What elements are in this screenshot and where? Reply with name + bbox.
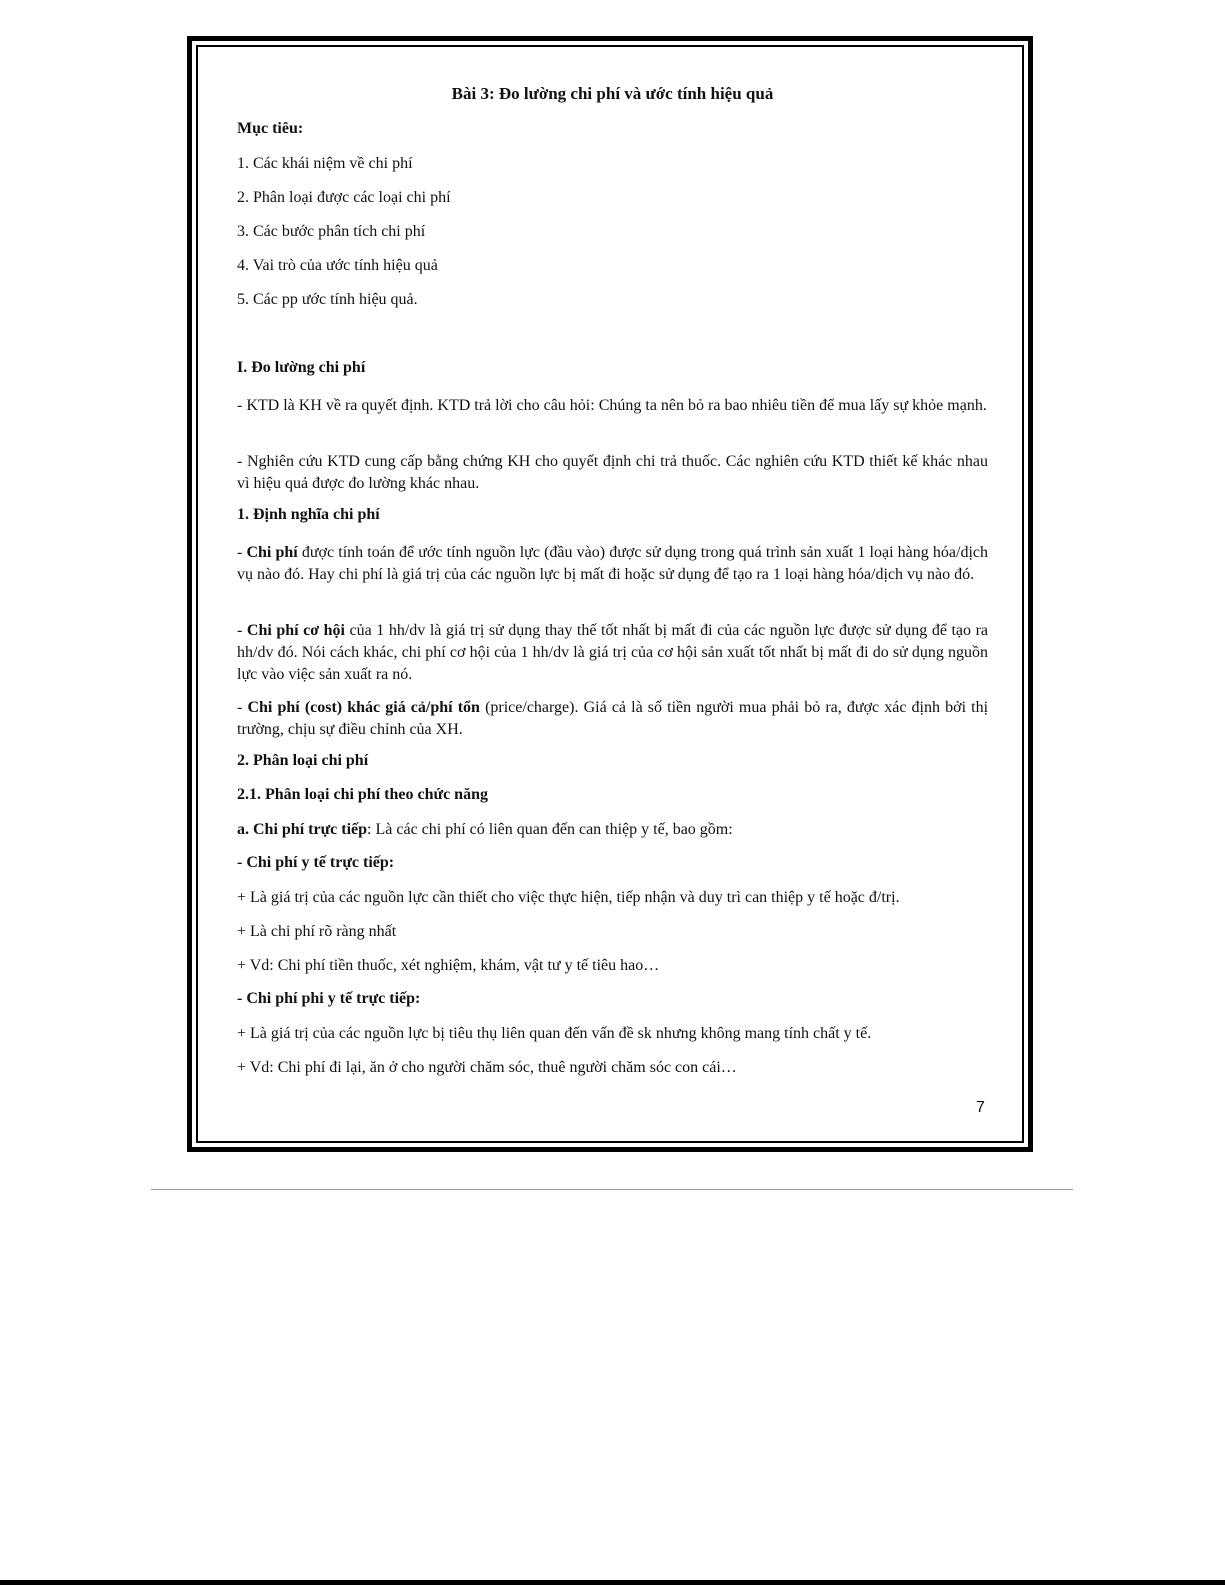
bottom-edge [0, 1580, 1225, 1585]
classification-subheading: 2.1. Phân loại chi phí theo chức năng [237, 786, 488, 803]
cost-vs-price-paragraph [237, 697, 988, 741]
paragraph: - Nghiên cứu KTD cung cấp bằng chứng KH cho quyết định chi trả thuốc. Các nghiên cứu KTD thiết kế khác nhau vì hiệu quả được đo lường khác nhau. [237, 453, 988, 492]
classification-heading: 2. Phân loại chi phí [237, 752, 369, 769]
list-item: + Vd: Chi phí đi lại, ăn ở cho người chăm sóc, thuê người chăm sóc con cái… [237, 1059, 737, 1076]
term-bold: Chi phí cơ hội [246, 622, 345, 639]
bullet-dash: - [237, 699, 248, 716]
page-border-inner [196, 45, 1024, 1143]
objective-item: 4. Vai trò của ước tính hiệu quả [237, 257, 438, 274]
definition-paragraph [237, 542, 988, 586]
direct-cost-line [237, 819, 988, 841]
objective-item: 2. Phân loại được các loại chi phí [237, 189, 451, 206]
term-bold: Chi phí (cost) khác giá cả/phí tổn [247, 699, 480, 716]
term-definition: của 1 hh/dv là giá trị sử dụng thay thế tốt nhất bị mất đi của các nguồn lực được sử dụng để tạo ra hh/dv đó. Nói cách khác, chi phí cơ hội của 1 hh/dv là giá trị của cơ hội sản xuất tốt nhất bị mất đi do sử dụng nguồn lực vào việc sản xuất ra nó. [237, 622, 989, 683]
term-bold: Chi phí [246, 544, 298, 561]
term-definition: : Là các chi phí có liên quan đến can thiệp y tế, bao gồm: [367, 821, 733, 838]
paragraph: - KTD là KH về ra quyết định. KTD trả lời cho câu hỏi: Chúng ta nên bỏ ra bao nhiêu tiền để mua lấy sự khỏe mạnh. [237, 397, 987, 414]
objective-item: 5. Các pp ước tính hiệu quả. [237, 291, 418, 308]
list-item: + Là chi phí rõ ràng nhất [237, 923, 397, 940]
page-number: 7 [976, 1099, 985, 1116]
list-item: + Là giá trị của các nguồn lực bị tiêu thụ liên quan đến vấn đề sk nhưng không mang tính chất y tế. [237, 1025, 872, 1042]
document-title: Bài 3: Đo lường chi phí và ước tính hiệu quả [451, 84, 774, 103]
medical-cost-heading: - Chi phí y tế trực tiếp: [237, 854, 395, 871]
opportunity-cost-paragraph [237, 620, 988, 686]
term-definition: được tính toán để ước tính nguồn lực (đầu vào) được sử dụng trong quá trình sản xuất 1 loại hàng hóa/dịch vụ nào đó. Hay chi phí là giá trị của các nguồn lực bị mất đi hoặc sử dụng để tạo ra 1 loại hàng hóa/dịch vụ nào đó. [237, 544, 989, 583]
list-item: + Là giá trị của các nguồn lực cần thiết cho việc thực hiện, tiếp nhận và duy trì can thiệp y tế hoặc đ/trị. [237, 889, 900, 906]
term-definition: (price/charge). Giá cả là số tiền người mua phải bỏ ra, được xác định bởi thị trường, chịu sự điều chỉnh của XH. [237, 699, 989, 738]
objective-item: 3. Các bước phân tích chi phí [237, 223, 426, 240]
nonmedical-cost-heading: - Chi phí phi y tế trực tiếp: [237, 990, 421, 1007]
objective-item: 1. Các khái niệm về chi phí [237, 155, 413, 172]
term-bold: a. Chi phí trực tiếp [237, 821, 368, 838]
section-heading: I. Đo lường chi phí [237, 359, 366, 376]
objectives-heading: Mục tiêu: [237, 120, 304, 137]
list-item: + Vd: Chi phí tiền thuốc, xét nghiệm, khám, vật tư y tế tiêu hao… [237, 957, 660, 974]
definition-heading: 1. Định nghĩa chi phí [237, 506, 380, 523]
bullet-dash: - [237, 622, 247, 639]
bullet-dash: - [237, 544, 247, 561]
page-separator [151, 1189, 1073, 1190]
